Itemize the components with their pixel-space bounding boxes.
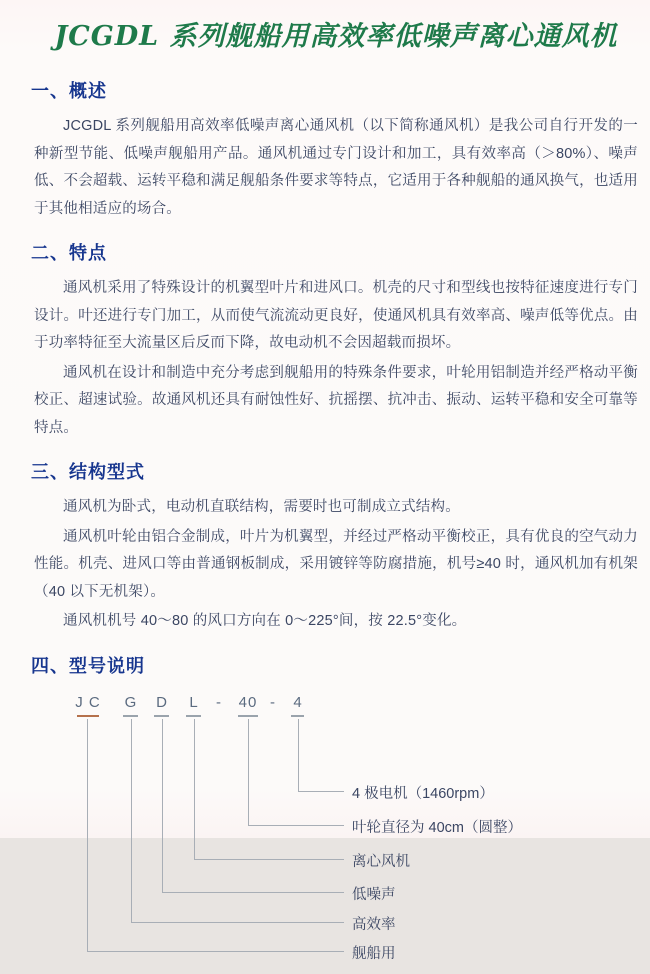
underline-40	[238, 715, 258, 717]
model-code-separator-1: -	[216, 693, 222, 711]
leader-line-d-horizontal	[162, 892, 344, 893]
section-structure	[31, 458, 638, 636]
section-overview	[31, 77, 638, 223]
model-code-4: 4	[293, 693, 303, 711]
section-features	[31, 239, 638, 442]
overview-paragraph: JCGDL 系列舰船用高效率低噪声离心通风机（以下简称通风机）是我公司自行开发的一种新型节能、低噪声舰船用产品。通风机通过专门设计和加工，具有效率高（＞80%）、噪声低、不会超载、运转平稳和满足舰船条件要求等特点，它适用于各种舰船的通风换气，也适用于其他相适应的场合。	[34, 118, 638, 217]
underline-g	[123, 715, 138, 717]
leader-line-40-vertical	[248, 719, 249, 825]
section-heading-structure: 三、结构型式	[31, 462, 145, 482]
structure-paragraph-3: 通风机机号 40～80 的风口方向在 0～225°间，按 22.5°变化。	[63, 613, 467, 629]
model-designation-diagram	[0, 688, 638, 974]
leader-line-g-vertical	[131, 719, 132, 922]
section-heading-overview: 一、概述	[31, 81, 107, 101]
section-model-designation	[31, 652, 638, 974]
section-heading-model-designation: 四、型号说明	[31, 655, 145, 676]
model-code-separator-2: -	[270, 693, 276, 711]
model-code-jc: J C	[75, 693, 101, 711]
leader-line-l-horizontal	[194, 859, 344, 860]
features-paragraph-1: 通风机采用了特殊设计的机翼型叶片和进风口。机壳的尺寸和型线也按特征速度进行专门设计。叶还进行专门加工，从而使气流流动更良好，使通风机具有效率高、噪声低等优点。由于功率特征至大流量区后反而下降，故电动机不会因超载而损坏。	[34, 280, 638, 351]
leader-line-40-horizontal	[248, 825, 344, 826]
leader-line-jc-vertical	[87, 719, 88, 951]
features-paragraph-2: 通风机在设计和制造中充分考虑到舰船用的特殊条件要求，叶轮用铝制造并经严格动平衡校正、超速试验。故通风机还具有耐蚀性好、抗摇摆、抗冲击、振动、运转平稳和安全可靠等特点。	[34, 364, 638, 436]
diagram-label-centrifugal-fan: 离心风机	[352, 853, 410, 870]
section-heading-features: 二、特点	[31, 243, 107, 263]
structure-paragraph-2: 通风机叶轮由铝合金制成，叶片为机翼型，并经过严格动平衡校正，具有优良的空气动力性能。机壳、进风口等由普通钢板制成，采用镀锌等防腐措施，机号≥40 时，通风机加有机架（40 以下无机架）。	[34, 528, 638, 600]
structure-paragraph-1: 通风机为卧式，电动机直联结构，需要时也可制成立式结构。	[63, 499, 460, 515]
underline-4	[291, 715, 304, 717]
model-code-g: G	[124, 693, 138, 711]
underline-d	[154, 715, 169, 717]
leader-line-d-vertical	[162, 719, 163, 892]
diagram-label-motor-poles: 4 极电机（1460rpm）	[352, 785, 494, 802]
leader-line-jc-horizontal	[87, 951, 344, 952]
model-code-l: L	[189, 693, 199, 711]
leader-line-g-horizontal	[131, 922, 344, 923]
model-code-d: D	[156, 693, 168, 711]
diagram-label-impeller-diameter: 叶轮直径为 40cm（圆整）	[352, 819, 522, 836]
diagram-label-low-noise: 低噪声	[352, 886, 396, 903]
underline-l	[186, 715, 201, 717]
underline-jc	[77, 715, 99, 717]
diagram-label-high-efficiency: 高效率	[352, 916, 396, 933]
leader-line-l-vertical	[194, 719, 195, 859]
leader-line-4-vertical	[298, 719, 299, 791]
model-code-40: 40	[238, 693, 258, 711]
leader-line-4-horizontal	[298, 791, 344, 792]
diagram-label-marine-use: 舰船用	[352, 945, 396, 962]
page-title: JCGDL 系列舰船用高效率低噪声离心通风机	[54, 21, 618, 52]
